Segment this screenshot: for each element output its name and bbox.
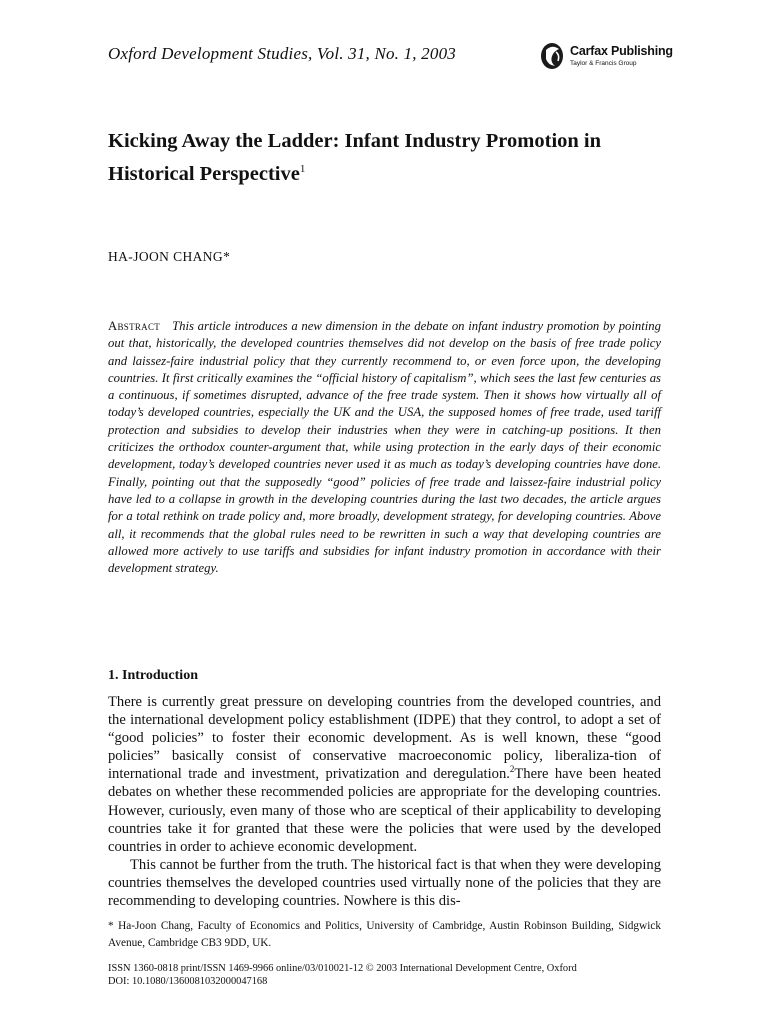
publisher-logo xyxy=(540,40,673,76)
carfax-logo-icon xyxy=(540,40,566,70)
paragraph-text: There have been heated debates on whether these recommended policies are appropriate for the developing countries. However, curiously, even many of those who are sceptical of their applicability to developing countries take it for granted that these were the policies that were used by the developed countries in order to achieve economic development. xyxy=(108,766,661,855)
abstract xyxy=(108,318,661,577)
article-title xyxy=(108,127,668,188)
paragraph-text: There is currently great pressure on developing countries from the developed countries, and the international development policy establishment (IDPE) that they control, to adopt a set of “good policies” to foster their economic development. As is well known, these “good policies” basically consist of conservative macroeconomic policy, liberaliza-tion of international trade and investment, privatization and deregulation. xyxy=(108,694,661,783)
journal-citation: Oxford Development Studies, Vol. 31, No. 1, 2003 xyxy=(108,44,456,63)
author-affiliation-footnote: * Ha-Joon Chang, Faculty of Economics and Politics, University of Cambridge, Austin Robinson Building, Sidgwick Avenue, Cambridge CB3 9DD, UK. xyxy=(108,920,661,949)
introduction-body xyxy=(108,693,661,910)
issn-line: ISSN 1360-0818 print/ISSN 1469-9966 online/03/010021-12 © 2003 International Development Centre, Oxford xyxy=(108,963,577,974)
publisher-group: Taylor & Francis Group xyxy=(570,60,637,67)
author-name: HA-JOON CHANG* xyxy=(108,249,231,264)
footnote-marker[interactable]: 2 xyxy=(509,764,515,775)
publisher-name: Carfax Publishing xyxy=(570,44,673,58)
abstract-label: Abstract xyxy=(108,319,161,333)
abstract-text: This article introduces a new dimension in the debate on infant industry promotion by pointing out that, historically, the developed countries themselves did not develop on the basis of free trade policy and laissez-faire industrial policy that they currently recommend to, or even force upon, the developing countries. It first critically examines the “official history of capitalism”, which sees the last few centuries as a continuous, if sometimes disrupted, advance of the free trade system. Then it shows how virtually all of today’s developed countries, especially the UK and the USA, the supposed homes of free trade, used tariff protection and subsidies to develop their industries when they were in catching-up positions. It then criticizes the orthodox counter-argument that, while using protection in the early days of their economic development, today’s developed countries never used it as much as today’s developing countries have done. Finally, pointing out that the supposedly “good” policies of free trade and laissez-faire industrial policy have led to a collapse in growth in the developing countries during the last two decades, the article argues for a total rethink on trade policy and, more broadly, development strategy, for developing countries. Above all, it recommends that the global rules need to be rewritten in such a way that developing countries are allowed more actively to use tariffs and subsidies for infant industry promotion in accordance with their development strategy. xyxy=(108,319,661,576)
title-text: Kicking Away the Ladder: Infant Industry Promotion in Historical Perspective xyxy=(108,130,602,185)
doi-line[interactable]: DOI: 10.1080/1360081032000047168 xyxy=(108,976,268,987)
paragraph xyxy=(108,693,661,856)
paragraph: This cannot be further from the truth. The historical fact is that when they were developing countries themselves the developed countries used virtually none of the policies that they are recommending to developing countries. Nowhere is this dis- xyxy=(108,856,661,910)
title-footnote-marker[interactable]: 1 xyxy=(299,163,306,175)
section-heading: 1. Introduction xyxy=(108,668,198,683)
imprint xyxy=(108,962,661,988)
